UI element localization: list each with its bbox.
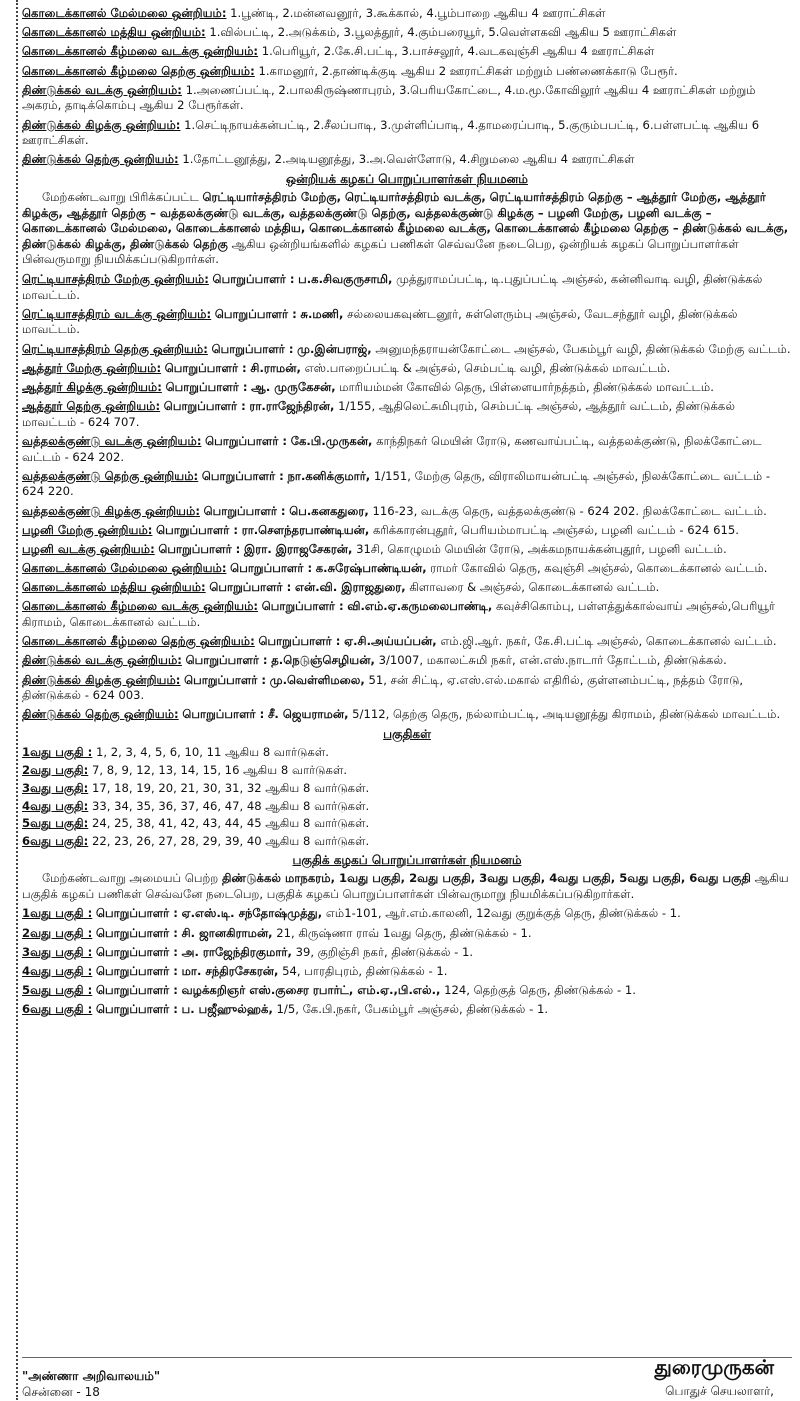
appointee-address: 39, குறிஞ்சி நகர், திண்டுக்கல் - 1.: [295, 944, 474, 959]
union-village-entry: [22, 44, 792, 60]
union-villages: 1.செட்டிநாயக்கன்பட்டி, 2.சீலப்பாடி, 3.முள்ளிப்பாடி, 4.தாமரைப்பாடி, 5.குரும்பபட்டி, 6.பள்ளபட்டி ஆகிய 6 ஊராட்சிகள்.: [22, 117, 760, 148]
role-label: பொறுப்பாளர் :: [182, 707, 265, 722]
appointment-entry: [22, 523, 792, 539]
union-villages: 1.வில்பட்டி, 2.அடுக்கம், 3.பூலத்தூர், 4.கும்பரையூர், 5.வெள்ளகவி ஆகிய 5 ஊராட்சிகள்: [209, 25, 677, 40]
appointee-name: பெ.கனகதுரை,: [289, 503, 369, 518]
union-villages: 1.பூண்டி, 2.மன்னவனூர், 3.கூக்கால், 4.பூம்பாறை ஆகிய 4 ஊராட்சிகள்: [230, 6, 606, 20]
area-appointments-heading: பகுதிக் கழகப் பொறுப்பாளர்கள் நியமனம்: [292, 852, 522, 867]
role-label: பொறுப்பாளர் :: [211, 341, 294, 356]
appointee-name: ரா.சௌந்தரபாண்டியன்,: [241, 522, 370, 537]
union-label: கொடைக்கானல் கீழ்மலை வடக்கு ஒன்றியம்:: [22, 44, 259, 59]
appointment-entry: [22, 707, 792, 723]
appointee-address: கிளாவரை & அஞ்சல், கொடைக்கானல் வட்டம்.: [409, 580, 660, 595]
appointment-entry: [22, 342, 792, 358]
union-label: திண்டுக்கல் வடக்கு ஒன்றியம்:: [22, 82, 182, 97]
unit-label: ரெட்டியாசத்திரம் வடக்கு ஒன்றியம்:: [22, 306, 212, 321]
ward-numbers: 7, 8, 9, 12, 13, 14, 15, 16 ஆகிய 8 வார்டுகள்.: [91, 762, 348, 777]
appointee-name: என்.வி. இராஜதுரை,: [294, 580, 406, 595]
office-city: சென்னை - 18: [22, 1385, 100, 1399]
unit-label: பழனி மேற்கு ஒன்றியம்:: [22, 522, 153, 537]
unit-label: 5வது பகுதி :: [22, 983, 93, 998]
union-villages: 1.பெரியூர், 2.கே.சி.பட்டி, 3.பாச்சலூர், 4.வடகவுஞ்சி ஆகிய 4 ஊராட்சிகள்: [261, 44, 655, 59]
ward-label: 2வது பகுதி:: [22, 762, 89, 777]
appointment-entry: [22, 1002, 792, 1018]
role-label: பொறுப்பாளர் :: [184, 672, 267, 687]
appointee-name: சி. ஜானகிராமன்,: [181, 925, 273, 940]
appointee-name: மா. சந்திரசேகரன்,: [181, 964, 279, 979]
unit-label: கொடைக்கானல் மேல்மலை ஒன்றியம்:: [22, 561, 227, 576]
role-label: பொறுப்பாளர் :: [212, 272, 295, 287]
union-appointment-list: [22, 272, 792, 723]
appointee-name: ஏ.சி.அய்யப்பன்,: [344, 634, 437, 649]
appointment-entry: [22, 542, 792, 558]
appointment-entry: [22, 504, 792, 520]
area-intro-paragraph: [22, 871, 792, 902]
appointment-entry: [22, 945, 792, 961]
area-intro-post: ஆகிய பகுதிக் கழகப் பணிகள் செவ்வனே நடைபெற, பகுதிக் கழகப் பொறுப்பாளர்கள் பின்வருமாறு நியமிக்கப்படுகிறார்கள்.: [22, 871, 789, 901]
appointment-entry: [22, 964, 792, 980]
union-label: திண்டுக்கல் தெற்கு ஒன்றியம்:: [22, 152, 179, 167]
appointee-address: 3/1007, மகாலட்சுமி நகர், என்.எஸ்.நாடார் தோட்டம், திண்டுக்கல்.: [378, 653, 727, 668]
ward-label: 3வது பகுதி:: [22, 780, 89, 795]
union-village-entry: [22, 118, 792, 149]
role-label: பொறுப்பாளர் :: [261, 599, 344, 614]
appointee-name: நா.கனிக்குமார்,: [287, 468, 371, 483]
appointee-name: ப.க.சிவகுருசாமி,: [298, 272, 393, 287]
ward-numbers: 1, 2, 3, 4, 5, 6, 10, 11 ஆகிய 8 வார்டுகள்.: [95, 745, 329, 760]
union-village-entry: [22, 6, 792, 22]
unit-label: திண்டுக்கல் கிழக்கு ஒன்றியம்:: [22, 672, 181, 687]
appointee-name: ஏ.எஸ்.டி. சந்தோஷ்முத்து,: [181, 906, 323, 921]
ward-numbers: 17, 18, 19, 20, 21, 30, 31, 32 ஆகிய 8 வார்டுகள்.: [91, 780, 370, 795]
appointee-name: கே.பி.முருகன்,: [290, 433, 373, 448]
ward-entry: [22, 745, 792, 761]
appointee-address: 1/155, ஆதிலெட்சுமிபுரம், செம்பட்டி அஞ்சல், ஆத்தூர் வட்டம், திண்டுக்கல் மாவட்டம் - 624 707.: [22, 399, 735, 429]
appointment-entry: [22, 469, 792, 500]
role-label: பொறுப்பாளர் :: [203, 503, 286, 518]
appointee-name: மு.வெள்ளிமலை,: [269, 672, 365, 687]
union-intro-paragraph: [22, 190, 792, 268]
column-divider: [16, 0, 18, 1400]
unit-label: கொடைக்கானல் கீழ்மலை தெற்கு ஒன்றியம்:: [22, 634, 255, 649]
union-villages: 1.அணைப்பட்டி, 2.பாலகிருஷ்ணாபுரம், 3.பெரியகோட்டை, 4.ம.மூ.கோவிலூர் ஆகிய 4 ஊராட்சிகள் மற்றும் அகரம், தாடிக்கொம்பு ஆகிய 2 பேரூர்கள்.: [22, 82, 756, 113]
appointee-address: மாரியம்மன் கோவில் தெரு, பிள்ளையார்நத்தம், திண்டுக்கல் மாவட்டம்.: [339, 380, 714, 394]
appointment-entry: [22, 926, 792, 942]
appointee-name: ரா.ராஜேந்திரன்,: [249, 399, 335, 414]
signatory-designation: பொதுச் செயலாளர்,: [665, 1384, 774, 1398]
union-intro-pre: மேற்கண்டவாறு பிரிக்கப்பட்ட: [42, 190, 203, 205]
unit-label: வத்தலக்குண்டு கிழக்கு ஒன்றியம்:: [22, 503, 200, 518]
appointee-address: எம்1-101, ஆர்.எம்.காலனி, 12வது குறுக்குத் தெரு, திண்டுக்கல் - 1.: [325, 906, 681, 921]
role-label: பொறுப்பாளர் :: [95, 906, 178, 921]
union-appointments-heading: ஒன்றியக் கழகப் பொறுப்பாளர்கள் நியமனம்: [286, 171, 528, 186]
appointment-entry: [22, 653, 792, 669]
role-label: பொறுப்பாளர் :: [205, 433, 288, 448]
appointee-address: அனுமந்தராயன்கோட்டை அஞ்சல், பேகம்பூர் வழி, திண்டுக்கல் மேற்கு வட்டம்.: [375, 341, 791, 356]
area-intro-pre: மேற்கண்டவாறு அமையப் பெற்ற: [42, 871, 222, 886]
union-intro-list: ரெட்டியார்சத்திரம் மேற்கு, ரெட்டியார்சத்திரம் வடக்கு, ரெட்டியார்சத்திரம் தெற்கு – ஆத்தூர் மேற்கு, ஆத்தூர் கிழக்கு, ஆத்தூர் தெற்கு – வத்தலக்குண்டு வடக்கு, வத்தலக்குண்டு தெற்கு, வத்தலக்குண்டு கிழக்கு – பழனி மேற்கு, பழனி வடக்கு – கொடைக்கானல் மேல்மலை, கொடைக்கானல் மத்திய, கொடைக்கானல் கீழ்மலை வடக்கு, கொடைக்கானல் கீழ்மலை தெற்கு – திண்டுக்கல் வடக்கு, திண்டுக்கல் கிழக்கு, திண்டுக்கல் தெற்கு: [22, 190, 789, 251]
ward-label: 6வது பகுதி:: [22, 834, 89, 849]
unit-label: ஆத்தூர் மேற்கு ஒன்றியம்:: [22, 360, 162, 375]
unit-label: கொடைக்கானல் மத்திய ஒன்றியம்:: [22, 580, 206, 595]
appointee-address: 5/112, தெற்கு தெரு, நல்லாம்பட்டி, அடியனூத்து கிராமம், திண்டுக்கல் மாவட்டம்.: [352, 707, 781, 722]
union-intro-post: ஆகிய ஒன்றியங்களில் கழகப் பணிகள் செவ்வனே நடைபெற, ஒன்றியக் கழகப் பொறுப்பாளர்கள் பின்வருமாறு நியமிக்கப்படுகிறார்கள்.: [22, 236, 739, 267]
appointment-entry: [22, 399, 792, 430]
unit-label: கொடைக்கானல் கீழ்மலை வடக்கு ஒன்றியம்:: [22, 599, 259, 614]
role-label: பொறுப்பாளர் :: [95, 964, 178, 979]
unit-label: ஆத்தூர் தெற்கு ஒன்றியம்:: [22, 399, 161, 414]
appointee-name: வி.எம்.ஏ.கருமலைபாண்டி,: [347, 599, 493, 614]
appointee-address: 54, பாரதிபுரம், திண்டுக்கல் - 1.: [282, 964, 448, 979]
appointee-name: சீ. ஜெயராமன்,: [267, 707, 349, 722]
wards-heading: பகுதிகள்: [383, 726, 431, 741]
appointee-name: சு.மணி,: [300, 306, 344, 321]
role-label: பொறுப்பாளர் :: [95, 1002, 178, 1017]
unit-label: 4வது பகுதி :: [22, 964, 93, 979]
appointment-entry: [22, 673, 792, 704]
unit-label: 2வது பகுதி :: [22, 925, 93, 940]
union-villages: 1.காமனூர், 2.தாண்டிக்குடி ஆகிய 2 ஊராட்சிகள் மற்றும் பண்ணைக்காடு பேரூர்.: [258, 63, 678, 78]
ward-list: [22, 745, 792, 850]
ward-entry: [22, 816, 792, 832]
unit-label: வத்தலக்குண்டு வடக்கு ஒன்றியம்:: [22, 433, 202, 448]
appointee-name: அ. ராஜேந்திரகுமார்,: [181, 944, 292, 959]
union-village-entry: [22, 64, 792, 80]
unit-label: 1வது பகுதி :: [22, 906, 93, 921]
union-village-list: [22, 6, 792, 168]
role-label: பொறுப்பாளர் :: [164, 360, 247, 375]
union-label: கொடைக்கானல் மேல்மலை ஒன்றியம்:: [22, 6, 227, 20]
appointee-name: ப. பஜீஹுல்ஹக்,: [181, 1002, 273, 1017]
union-villages: 1.தோட்டனூத்து, 2.அடியனூத்து, 3.அ.வெள்ளோடு, 4.சிறுமலை ஆகிய 4 ஊராட்சிகள்: [182, 152, 635, 167]
adjacent-column-fragment: [0, 0, 12, 1400]
appointee-address: 21, கிருஷ்ணா ராவ் 1வது தெரு, திண்டுக்கல் - 1.: [276, 925, 532, 940]
signature-block: [22, 1357, 792, 1400]
appointee-address: முத்துராமப்பட்டி, டி.புதுப்பட்டி அஞ்சல், கன்னிவாடி வழி, திண்டுக்கல் மாவட்டம்.: [22, 272, 763, 302]
appointee-name: இரா. இராஜசேகரன்,: [244, 541, 353, 556]
appointment-entry: [22, 272, 792, 303]
appointee-address: கவுச்சிகொம்பு, பள்ளத்துக்கால்வாய் அஞ்சல்,பெரியூர் கிராமம், கொடைக்கானல் வட்டம்.: [22, 599, 775, 630]
appointee-address: சல்லையகவுண்டனூர், சுள்ளெரும்பு அஞ்சல், வேடசந்தூர் வழி, திண்டுக்கல் மாவட்டம்.: [22, 306, 738, 337]
appointee-address: 31சி, கொழுமம் மெயின் ரோடு, அக்கமநாயக்கன்புதூர், பழனி வட்டம்.: [356, 541, 727, 556]
appointment-entry: [22, 634, 792, 650]
role-label: பொறுப்பாளர் :: [185, 653, 268, 668]
area-intro-list: திண்டுக்கல் மாநகரம், 1வது பகுதி, 2வது பகுதி, 3வது பகுதி, 4வது பகுதி, 5வது பகுதி, 6வது பகுதி: [221, 871, 751, 886]
role-label: பொறுப்பாளர் :: [158, 541, 241, 556]
role-label: பொறுப்பாளர் :: [214, 306, 297, 321]
appointee-name: க.சுரேஷ்பாண்டியன்,: [315, 561, 427, 576]
ward-label: 5வது பகுதி:: [22, 816, 89, 831]
appointment-entry: [22, 380, 792, 396]
ward-entry: [22, 834, 792, 850]
role-label: பொறுப்பாளர் :: [201, 468, 284, 483]
role-label: பொறுப்பாளர் :: [258, 634, 341, 649]
appointee-name: த.நெடுஞ்செழியன்,: [271, 653, 375, 668]
announcement-column: [22, 6, 792, 1022]
appointee-name: சி.ராமன்,: [250, 360, 301, 375]
appointment-entry: [22, 361, 792, 377]
unit-label: ரெட்டியாசத்திரம் மேற்கு ஒன்றியம்:: [22, 272, 209, 287]
appointee-address: காந்திநகர் மெயின் ரோடு, கணவாய்பட்டி, வத்தலக்குண்டு, நிலக்கோட்டை வட்டம் - 624 202.: [22, 433, 762, 464]
role-label: பொறுப்பாளர் :: [165, 380, 248, 394]
role-label: பொறுப்பாளர் :: [156, 522, 239, 537]
union-label: திண்டுக்கல் கிழக்கு ஒன்றியம்:: [22, 117, 181, 132]
appointee-address: 51, சன் சிட்டி, ஏ.எஸ்.எல்.மகால் எதிரில், குள்ளனம்பட்டி, நத்தம் ரோடு, திண்டுக்கல் - 624 003.: [22, 672, 744, 703]
unit-label: திண்டுக்கல் தெற்கு ஒன்றியம்:: [22, 707, 179, 722]
role-label: பொறுப்பாளர் :: [163, 399, 246, 414]
appointee-address: எஸ்.பாறைப்பட்டி & அஞ்சல், செம்பட்டி வழி, திண்டுக்கல் மாவட்டம்.: [304, 360, 671, 375]
appointee-address: எம்.ஜி.ஆர். நகர், கே.சி.பட்டி அஞ்சல், கொடைக்கானல் வட்டம்.: [440, 634, 777, 649]
union-village-entry: [22, 83, 792, 114]
signatory-name: துரைமுருகன்: [654, 1355, 774, 1379]
ward-numbers: 24, 25, 38, 41, 42, 43, 44, 45 ஆகிய 8 வார்டுகள்.: [91, 816, 370, 831]
union-label: கொடைக்கானல் மத்திய ஒன்றியம்:: [22, 25, 206, 40]
office-name: "அண்ணா அறிவாலயம்": [22, 1369, 161, 1383]
unit-label: 3வது பகுதி :: [22, 944, 93, 959]
appointee-address: கரிக்காரன்புதூர், பெரியம்மாபட்டி அஞ்சல், பழனி வட்டம் - 624 615.: [373, 522, 739, 537]
appointee-address: 1/5, கே.பி.நகர், பேகம்பூர் அஞ்சல், திண்டுக்கல் - 1.: [276, 1002, 549, 1017]
appointee-address: ராமர் கோவில் தெரு, கவுஞ்சி அஞ்சல், கொடைக்கானல் வட்டம்.: [430, 561, 768, 576]
appointee-name: ஆ. முருகேசன்,: [251, 380, 336, 394]
role-label: பொறுப்பாளர் :: [95, 944, 178, 959]
appointment-entry: [22, 580, 792, 596]
role-label: பொறுப்பாளர் :: [230, 561, 313, 576]
appointment-entry: [22, 307, 792, 338]
unit-label: திண்டுக்கல் வடக்கு ஒன்றியம்:: [22, 653, 182, 668]
union-label: கொடைக்கானல் கீழ்மலை தெற்கு ஒன்றியம்:: [22, 63, 255, 78]
appointment-entry: [22, 906, 792, 922]
role-label: பொறுப்பாளர் :: [95, 983, 178, 998]
union-village-entry: [22, 25, 792, 41]
ward-numbers: 22, 23, 26, 27, 28, 29, 39, 40 ஆகிய 8 வார்டுகள்.: [91, 834, 370, 849]
appointee-address: 1/151, மேற்கு தெரு, விராலிமாயன்பட்டி அஞ்சல், நிலக்கோட்டை வட்டம் - 624 220.: [22, 468, 771, 499]
ward-numbers: 33, 34, 35, 36, 37, 46, 47, 48 ஆகிய 8 வார்டுகள்.: [91, 798, 370, 813]
appointee-name: வழக்கறிஞர் எஸ்.குசைர ரபார்ட், எம்.ஏ.,பி.எல்.,: [181, 983, 441, 998]
ward-label: 1வது பகுதி :: [22, 745, 93, 760]
role-label: பொறுப்பாளர் :: [95, 925, 178, 940]
appointee-name: மு.இன்பராஜ்,: [297, 341, 372, 356]
unit-label: ரெட்டியாசத்திரம் தெற்கு ஒன்றியம்:: [22, 341, 208, 356]
appointment-entry: [22, 599, 792, 630]
appointment-entry: [22, 983, 792, 999]
appointee-address: 116-23, வடக்கு தெரு, வத்தலக்குண்டு - 624 202. நிலக்கோட்டை வட்டம்.: [372, 503, 767, 518]
union-village-entry: [22, 152, 792, 168]
appointment-entry: [22, 561, 792, 577]
unit-label: 6வது பகுதி :: [22, 1002, 93, 1017]
ward-entry: [22, 799, 792, 815]
unit-label: ஆத்தூர் கிழக்கு ஒன்றியம்:: [22, 380, 162, 394]
area-appointment-list: [22, 906, 792, 1018]
ward-entry: [22, 781, 792, 797]
ward-entry: [22, 763, 792, 779]
appointee-address: 124, தெற்குத் தெரு, திண்டுக்கல் - 1.: [444, 983, 636, 998]
role-label: பொறுப்பாளர் :: [209, 580, 292, 595]
appointment-entry: [22, 434, 792, 465]
ward-label: 4வது பகுதி:: [22, 798, 89, 813]
unit-label: வத்தலக்குண்டு தெற்கு ஒன்றியம்:: [22, 468, 199, 483]
unit-label: பழனி வடக்கு ஒன்றியம்:: [22, 541, 155, 556]
